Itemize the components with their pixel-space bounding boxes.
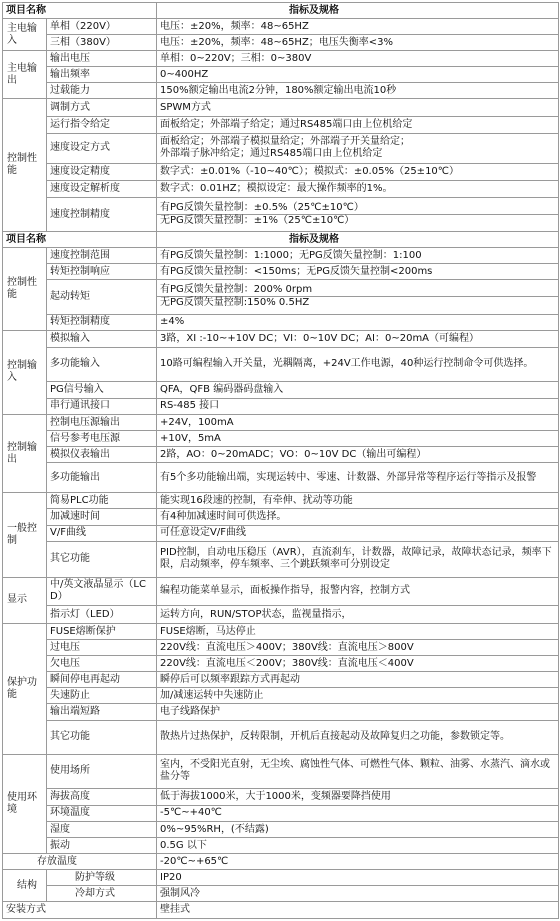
item-cell: 欠电压 [47, 656, 157, 672]
table-row [3, 838, 559, 854]
item-cell: 输出频率 [47, 67, 157, 83]
table-row [3, 656, 559, 672]
spec-cell: 强制风冷 [157, 886, 559, 902]
spec-cell: 能实现16段速的控制，有牵伸、扰动等功能 [157, 493, 559, 509]
spec-cell: PID控制，自动电压稳压（AVR），直流刹车，计数器，故障记录，故障状态记录，频率下限，启动频率，停车频率、三个跳跃频率可分别设定 [157, 541, 559, 577]
table-row [3, 280, 559, 314]
spec-cell: 室内，不受阳光直射，无尘埃、腐蚀性气体、可燃性气体、颗粒、油雾、水蒸汽、滴水或盐分等 [157, 754, 559, 788]
table-row [3, 640, 559, 656]
table-row [3, 463, 559, 493]
spec-cell: 有4种加减速时间可供选择。 [157, 509, 559, 525]
item-cell: PG信号输入 [47, 381, 157, 398]
spec-cell: +24V，100mA [157, 415, 559, 431]
item-cell: 指示灯（LED） [47, 605, 157, 623]
spec-cell: 3路，XI :-10~+10V DC；VI：0~10V DC；AI：0~20mA（可编程） [157, 330, 559, 347]
group-label: 使用环境 [3, 754, 47, 853]
header-spec: 指标及规格 [157, 232, 559, 248]
table-row [3, 493, 559, 509]
spec-line: 面板给定；外部端子模拟量给定；外部端子开关量给定； [160, 136, 410, 148]
item-cell: 存放温度 [3, 854, 157, 870]
table-row [3, 83, 559, 99]
table-row [3, 854, 559, 870]
spec-line: 有PG反馈矢量控制：200% 0rpm [160, 284, 313, 296]
spec-cell [157, 280, 559, 314]
spec-cell: FUSE熔断，马达停止 [157, 624, 559, 640]
table-row [3, 822, 559, 838]
spec-cell: 2路，AO：0~20mADC；VO：0~10V DC（输出可编程） [157, 447, 559, 463]
table-row [3, 264, 559, 280]
header-row [3, 3, 559, 19]
group-label: 主电输出 [3, 51, 47, 99]
table-row [3, 672, 559, 688]
item-cell: 速度控制精度 [47, 197, 157, 231]
spec-cell: 10路可编程输入开关量，光耦隔离，+24V工作电源，40种运行控制命令可供选择。 [157, 347, 559, 381]
item-cell: 单相（220V） [47, 19, 157, 35]
item-cell: 加减速时间 [47, 509, 157, 525]
item-cell: 模拟输入 [47, 330, 157, 347]
spec-cell [157, 133, 559, 163]
spec-cell: RS-485 接口 [157, 398, 559, 414]
spec-cell: -20℃~+65℃ [157, 854, 559, 870]
table-row [3, 133, 559, 163]
spec-cell: 编程功能菜单显示，面板操作指导，报警内容，控制方式 [157, 577, 559, 605]
spec-cell: 数字式：0.01HZ；模拟设定：最大操作频率的1%。 [157, 180, 559, 197]
header-item: 项目名称 [3, 232, 157, 248]
table-row [3, 704, 559, 720]
table-row [3, 330, 559, 347]
item-cell: 控制电压源输出 [47, 415, 157, 431]
table-row [3, 525, 559, 541]
table-row [3, 431, 559, 447]
spec-cell: SPWM方式 [157, 99, 559, 116]
item-cell: 速度设定方式 [47, 133, 157, 163]
spec-cell: 瞬停后可以频率跟踪方式再起动 [157, 672, 559, 688]
table-row [3, 67, 559, 83]
item-cell: 安装方式 [3, 902, 157, 919]
table-row [3, 347, 559, 381]
spec-cell [157, 197, 559, 231]
item-cell: FUSE熔断保护 [47, 624, 157, 640]
item-cell: 运行指令给定 [47, 116, 157, 133]
item-cell: 输出端短路 [47, 704, 157, 720]
table-row [3, 314, 559, 330]
spec-cell: 0~400HZ [157, 67, 559, 83]
spec-table [2, 2, 559, 919]
item-cell: 串行通讯接口 [47, 398, 157, 414]
table-row [3, 754, 559, 788]
item-cell: 使用场所 [47, 754, 157, 788]
item-cell: 振动 [47, 838, 157, 854]
header-item: 项目名称 [3, 3, 157, 19]
item-cell: 过电压 [47, 640, 157, 656]
item-cell: 海拔高度 [47, 788, 157, 805]
item-cell: 转矩控制精度 [47, 314, 157, 330]
group-label: 结构 [3, 870, 47, 902]
table-row [3, 541, 559, 577]
item-cell: 其它功能 [47, 541, 157, 577]
table-row [3, 415, 559, 431]
table-row [3, 870, 559, 886]
item-cell: 冷却方式 [47, 886, 157, 902]
item-cell: 多功能输出 [47, 463, 157, 493]
spec-cell: 面板给定；外部端子给定；通过RS485端口由上位机给定 [157, 116, 559, 133]
item-cell: 多功能输入 [47, 347, 157, 381]
item-cell: 过载能力 [47, 83, 157, 99]
table-row [3, 398, 559, 414]
table-row [3, 624, 559, 640]
spec-cell: 单相：0~220V；三相：0~380V [157, 51, 559, 67]
item-cell: 失速防止 [47, 688, 157, 704]
spec-cell: 220V线：直流电压＜200V；380V线：直流电压＜400V [157, 656, 559, 672]
table-row [3, 35, 559, 51]
item-cell: 速度控制范围 [47, 248, 157, 264]
spec-sheet [2, 2, 558, 919]
item-cell: 环境温度 [47, 805, 157, 821]
table-row [3, 805, 559, 821]
item-cell: 速度设定解析度 [47, 180, 157, 197]
table-row [3, 577, 559, 605]
table-row [3, 886, 559, 902]
table-row [3, 605, 559, 623]
table-row [3, 788, 559, 805]
spec-cell: 有PG反馈矢量控制：<150ms；无PG反馈矢量控制<200ms [157, 264, 559, 280]
group-label: 一般控制 [3, 493, 47, 577]
table-row [3, 51, 559, 67]
item-cell: 模拟仪表输出 [47, 447, 157, 463]
group-label: 控制性能 [3, 99, 47, 232]
table-row [3, 99, 559, 116]
header-row [3, 232, 559, 248]
spec-cell: 低于海拔1000米，大于1000米，变频器要降挡使用 [157, 788, 559, 805]
spec-cell: 电子线路保护 [157, 704, 559, 720]
spec-line: 外部端子脉冲给定；通过RS485端口由上位机给定 [160, 148, 383, 160]
spec-cell: 运转方向，RUN/STOP状态，监视量指示， [157, 605, 559, 623]
item-cell: 湿度 [47, 822, 157, 838]
item-cell: V/F曲线 [47, 525, 157, 541]
table-row [3, 116, 559, 133]
item-cell: 转矩控制响应 [47, 264, 157, 280]
table-row [3, 447, 559, 463]
spec-cell: ±4% [157, 314, 559, 330]
spec-line: 有PG反馈矢量控制：±0.5%（25℃±10℃） [160, 202, 364, 214]
table-row [3, 19, 559, 35]
spec-line: 无PG反馈矢量控制：±1%（25℃±10℃） [157, 214, 558, 227]
spec-cell: 电压：±20%，频率：48~65HZ [157, 19, 559, 35]
spec-cell: 有PG反馈矢量控制：1:1000；无PG反馈矢量控制：1:100 [157, 248, 559, 264]
spec-cell: 有5个多功能输出端，实现运转中、零速、计数器、外部异常等程序运行等指示及报警 [157, 463, 559, 493]
header-spec: 指标及规格 [157, 3, 559, 19]
group-label: 显示 [3, 577, 47, 623]
spec-cell: 220V线：直流电压＞400V；380V线：直流电压＞800V [157, 640, 559, 656]
group-label: 控制性能 [3, 248, 47, 330]
group-label: 主电输入 [3, 19, 47, 51]
item-cell: 三相（380V） [47, 35, 157, 51]
item-cell: 瞬间停电再起动 [47, 672, 157, 688]
spec-cell: 可任意设定V/F曲线 [157, 525, 559, 541]
spec-cell: 电压：±20%，频率：48~65HZ；电压失衡率<3% [157, 35, 559, 51]
table-row [3, 180, 559, 197]
group-label: 保护功能 [3, 624, 47, 755]
item-cell: 速度设定精度 [47, 163, 157, 180]
spec-cell: 0%~95%RH，(不结露) [157, 822, 559, 838]
spec-cell: IP20 [157, 870, 559, 886]
spec-cell: 壁挂式 [157, 902, 559, 919]
group-label: 控制输出 [3, 415, 47, 493]
spec-cell: 数字式：±0.01%（-10~40℃）；模拟式：±0.05%（25±10℃） [157, 163, 559, 180]
spec-cell: 散热片过热保护，反转限制，开机后直接起动及故障复归之功能，参数锁定等。 [157, 720, 559, 754]
table-row [3, 197, 559, 231]
table-row [3, 381, 559, 398]
item-cell: 防护等级 [47, 870, 157, 886]
table-row [3, 509, 559, 525]
spec-line: 无PG反馈矢量控制:150% 0.5HZ [157, 296, 558, 309]
table-row [3, 688, 559, 704]
table-row [3, 163, 559, 180]
item-cell: 起动转矩 [47, 280, 157, 314]
spec-cell: QFA，QFB 编码器码盘输入 [157, 381, 559, 398]
item-cell: 输出电压 [47, 51, 157, 67]
item-cell: 简易PLC功能 [47, 493, 157, 509]
group-label: 控制输入 [3, 330, 47, 414]
item-cell: 其它功能 [47, 720, 157, 754]
spec-cell: 加/减速运转中失速防止 [157, 688, 559, 704]
spec-cell: +10V，5mA [157, 431, 559, 447]
table-row [3, 248, 559, 264]
item-cell: 信号参考电压源 [47, 431, 157, 447]
spec-cell: 0.5G 以下 [157, 838, 559, 854]
table-row [3, 902, 559, 919]
table-row [3, 720, 559, 754]
item-cell: 调制方式 [47, 99, 157, 116]
spec-cell: -5℃~+40℃ [157, 805, 559, 821]
item-cell: 中/英文液晶显示（LCD） [47, 577, 157, 605]
spec-cell: 150%额定输出电流2分钟，180%额定输出电流10秒 [157, 83, 559, 99]
